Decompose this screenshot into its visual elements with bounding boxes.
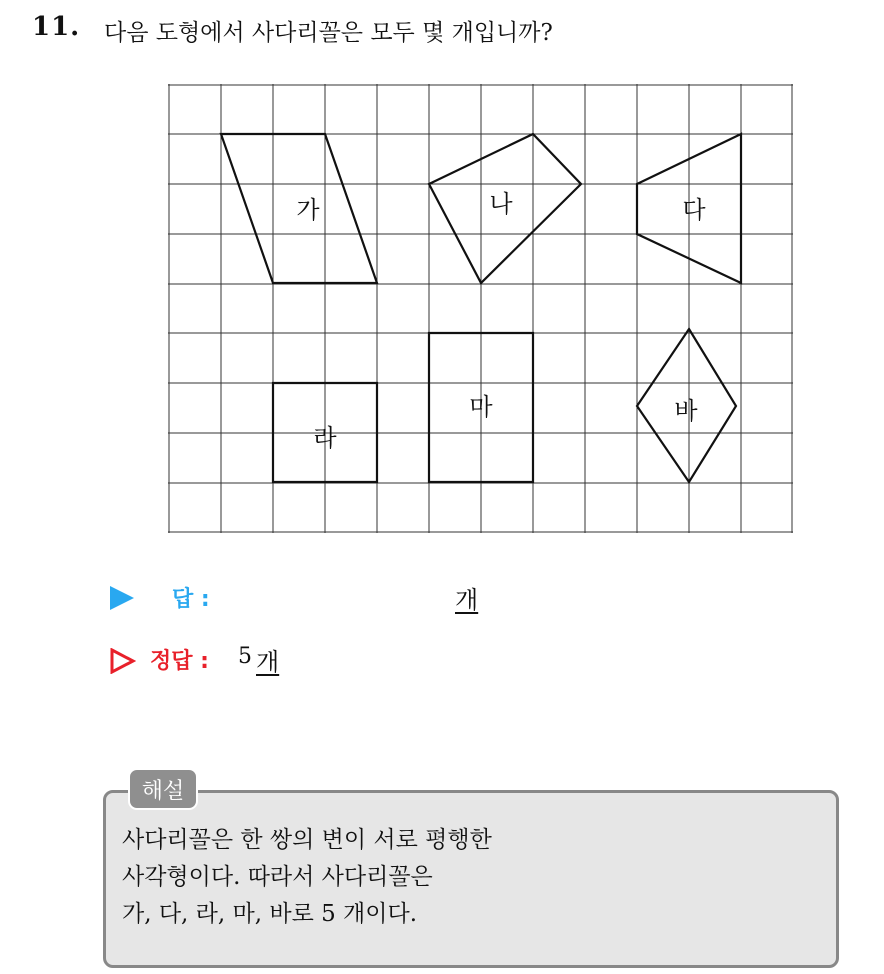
shape-label-ga: 가 <box>296 196 320 224</box>
shape-label-na: 나 <box>489 190 513 218</box>
answer-label: 답 : <box>172 587 210 612</box>
explanation-line: 사각형이다. 따라서 사다리꼴은 <box>122 864 433 890</box>
correct-label: 정답 : <box>150 649 209 674</box>
correct-unit: 개 <box>256 648 280 676</box>
answer-row <box>110 580 530 616</box>
explanation-line: 가, 다, 라, 마, 바로 5 개이다. <box>122 901 418 927</box>
correct-value: 5 <box>238 644 252 669</box>
shape-label-ra: 라 <box>313 424 337 452</box>
shape-label-da: 다 <box>682 196 706 224</box>
play-triangle-icon <box>110 586 134 610</box>
outline-triangle-icon <box>110 648 136 674</box>
explanation-text <box>122 822 492 933</box>
shape-label-ma: 마 <box>469 393 493 421</box>
explanation-tab: 해설 <box>128 768 198 810</box>
question-text: 다음 도형에서 사다리꼴은 모두 몇 개입니까? <box>104 20 553 46</box>
shape-label-ba: 바 <box>674 397 698 425</box>
correct-answer-row <box>110 642 410 678</box>
question-number: 11. <box>32 12 81 42</box>
answer-unit: 개 <box>455 586 479 614</box>
explanation-line: 사다리꼴은 한 쌍의 변이 서로 평행한 <box>122 827 492 853</box>
grid-figure <box>168 84 794 534</box>
